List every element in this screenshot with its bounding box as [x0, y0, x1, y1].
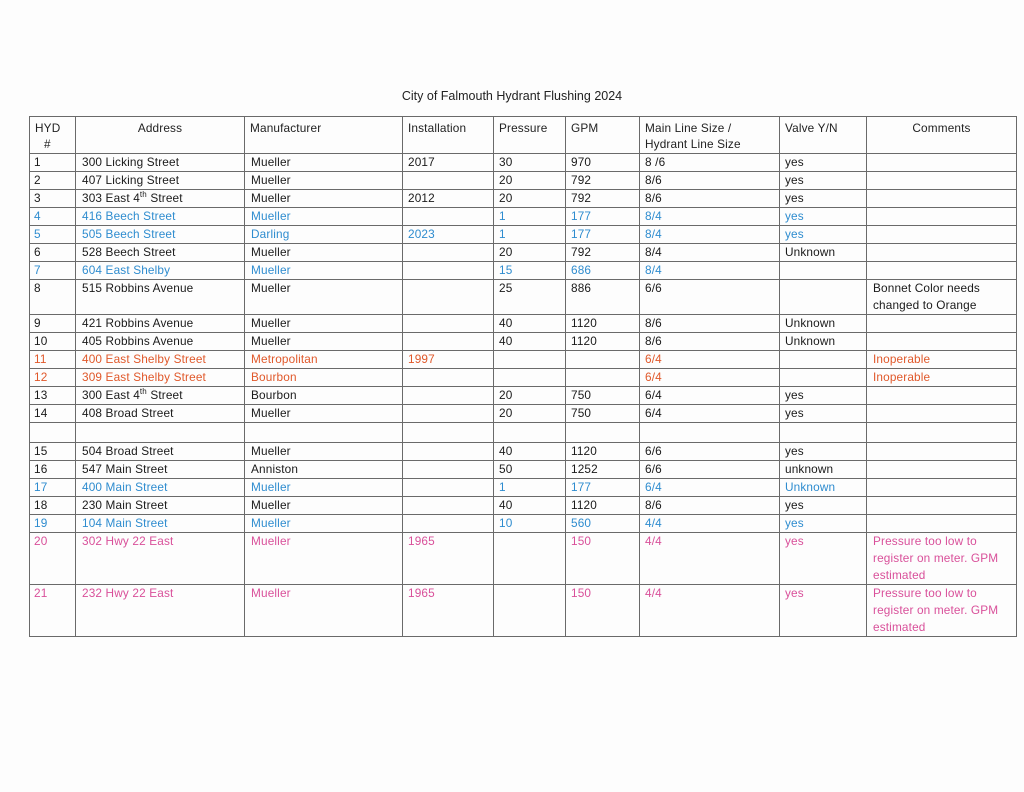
installation-year-cell — [403, 315, 494, 333]
table-row — [30, 479, 1017, 497]
address-cell: 400 Main Street — [76, 479, 245, 497]
valve-status-cell: Unknown — [780, 333, 867, 351]
comments-cell: Pressure too low to register on meter. GPM estimated — [867, 533, 1017, 585]
line-size-cell: 8/4 — [640, 244, 780, 262]
pressure-cell: 20 — [494, 387, 566, 405]
table-row — [30, 351, 1017, 369]
address-cell: 309 East Shelby Street — [76, 369, 245, 387]
manufacturer-cell: Mueller — [245, 244, 403, 262]
manufacturer-cell: Mueller — [245, 172, 403, 190]
installation-year-cell: 2017 — [403, 154, 494, 172]
pressure-cell: 50 — [494, 461, 566, 479]
line-size-cell: 8/4 — [640, 208, 780, 226]
address-cell: 405 Robbins Avenue — [76, 333, 245, 351]
gpm-cell: 792 — [566, 190, 640, 208]
blank-cell — [494, 423, 566, 443]
valve-status-cell: Unknown — [780, 315, 867, 333]
valve-status-cell: yes — [780, 515, 867, 533]
gpm-cell: 686 — [566, 262, 640, 280]
table-row — [30, 387, 1017, 405]
hyd-number-cell: 21 — [30, 585, 76, 637]
comments-cell — [867, 315, 1017, 333]
valve-status-cell: Unknown — [780, 244, 867, 262]
pressure-cell — [494, 533, 566, 585]
installation-year-cell: 1965 — [403, 533, 494, 585]
comments-cell — [867, 461, 1017, 479]
pressure-cell: 20 — [494, 244, 566, 262]
gpm-cell: 150 — [566, 585, 640, 637]
valve-status-cell: Unknown — [780, 479, 867, 497]
line-size-cell: 8/6 — [640, 497, 780, 515]
table-row — [30, 154, 1017, 172]
installation-year-cell: 2012 — [403, 190, 494, 208]
gpm-cell: 150 — [566, 533, 640, 585]
valve-status-cell: yes — [780, 533, 867, 585]
line-size-cell: 8/6 — [640, 172, 780, 190]
table-row — [30, 208, 1017, 226]
line-size-cell: 4/4 — [640, 533, 780, 585]
manufacturer-cell: Mueller — [245, 443, 403, 461]
installation-year-cell — [403, 280, 494, 315]
gpm-cell: 560 — [566, 515, 640, 533]
header-main-line: Main Line Size / Hydrant Line Size — [640, 117, 780, 154]
pressure-cell: 40 — [494, 333, 566, 351]
hyd-number-cell: 11 — [30, 351, 76, 369]
manufacturer-cell: Mueller — [245, 497, 403, 515]
installation-year-cell: 1997 — [403, 351, 494, 369]
line-size-cell: 4/4 — [640, 515, 780, 533]
comments-cell — [867, 262, 1017, 280]
pressure-cell: 1 — [494, 226, 566, 244]
pressure-cell — [494, 369, 566, 387]
installation-year-cell — [403, 461, 494, 479]
valve-status-cell: yes — [780, 172, 867, 190]
table-row — [30, 280, 1017, 315]
installation-year-cell — [403, 479, 494, 497]
line-size-cell: 6/6 — [640, 443, 780, 461]
table-row — [30, 443, 1017, 461]
hyd-number-cell: 18 — [30, 497, 76, 515]
gpm-cell: 1252 — [566, 461, 640, 479]
comments-cell — [867, 515, 1017, 533]
gpm-cell: 750 — [566, 405, 640, 423]
pressure-cell: 10 — [494, 515, 566, 533]
line-size-cell: 8/6 — [640, 190, 780, 208]
hyd-number-cell: 12 — [30, 369, 76, 387]
installation-year-cell — [403, 515, 494, 533]
table-row — [30, 333, 1017, 351]
pressure-cell: 40 — [494, 443, 566, 461]
manufacturer-cell: Mueller — [245, 190, 403, 208]
line-size-cell: 6/6 — [640, 461, 780, 479]
line-size-cell: 6/4 — [640, 479, 780, 497]
address-cell: 407 Licking Street — [76, 172, 245, 190]
manufacturer-cell: Mueller — [245, 585, 403, 637]
installation-year-cell — [403, 443, 494, 461]
hyd-number-cell: 1 — [30, 154, 76, 172]
installation-year-cell: 2023 — [403, 226, 494, 244]
blank-cell — [30, 423, 76, 443]
manufacturer-cell: Anniston — [245, 461, 403, 479]
manufacturer-cell: Mueller — [245, 333, 403, 351]
comments-cell — [867, 497, 1017, 515]
valve-status-cell: yes — [780, 190, 867, 208]
line-size-cell: 8/6 — [640, 315, 780, 333]
installation-year-cell — [403, 333, 494, 351]
hyd-number-cell: 7 — [30, 262, 76, 280]
address-cell: 416 Beech Street — [76, 208, 245, 226]
comments-cell — [867, 405, 1017, 423]
header-hyd: HYD # — [30, 117, 76, 154]
line-size-cell: 6/4 — [640, 369, 780, 387]
address-cell: 408 Broad Street — [76, 405, 245, 423]
table-row — [30, 262, 1017, 280]
gpm-cell: 750 — [566, 387, 640, 405]
manufacturer-cell: Mueller — [245, 479, 403, 497]
line-size-cell: 8/4 — [640, 226, 780, 244]
manufacturer-cell: Mueller — [245, 315, 403, 333]
table-row — [30, 244, 1017, 262]
hyd-number-cell: 5 — [30, 226, 76, 244]
pressure-cell: 20 — [494, 190, 566, 208]
valve-status-cell — [780, 280, 867, 315]
gpm-cell: 177 — [566, 226, 640, 244]
line-size-cell: 6/4 — [640, 387, 780, 405]
address-cell: 230 Main Street — [76, 497, 245, 515]
comments-cell — [867, 387, 1017, 405]
table-row — [30, 226, 1017, 244]
table-row — [30, 405, 1017, 423]
header-valve: Valve Y/N — [780, 117, 867, 154]
hydrant-table — [29, 116, 1017, 637]
valve-status-cell: yes — [780, 443, 867, 461]
valve-status-cell — [780, 351, 867, 369]
gpm-cell: 1120 — [566, 497, 640, 515]
pressure-cell: 20 — [494, 405, 566, 423]
pressure-cell: 1 — [494, 208, 566, 226]
manufacturer-cell: Bourbon — [245, 387, 403, 405]
pressure-cell: 30 — [494, 154, 566, 172]
gpm-cell — [566, 351, 640, 369]
hyd-number-cell: 13 — [30, 387, 76, 405]
table-row — [30, 515, 1017, 533]
manufacturer-cell: Mueller — [245, 533, 403, 585]
gpm-cell: 792 — [566, 172, 640, 190]
installation-year-cell — [403, 369, 494, 387]
pressure-cell: 40 — [494, 315, 566, 333]
installation-year-cell — [403, 262, 494, 280]
pressure-cell: 40 — [494, 497, 566, 515]
blank-cell — [640, 423, 780, 443]
gpm-cell: 792 — [566, 244, 640, 262]
hyd-number-cell: 20 — [30, 533, 76, 585]
comments-cell — [867, 333, 1017, 351]
line-size-cell: 6/6 — [640, 280, 780, 315]
valve-status-cell: yes — [780, 585, 867, 637]
manufacturer-cell: Mueller — [245, 405, 403, 423]
hyd-number-cell: 6 — [30, 244, 76, 262]
pressure-cell: 25 — [494, 280, 566, 315]
installation-year-cell — [403, 405, 494, 423]
address-cell: 300 East 4th Street — [76, 387, 245, 405]
pressure-cell — [494, 585, 566, 637]
gpm-cell: 177 — [566, 479, 640, 497]
header-row — [30, 117, 1017, 154]
comments-cell: Inoperable — [867, 351, 1017, 369]
gpm-cell: 886 — [566, 280, 640, 315]
hyd-number-cell: 15 — [30, 443, 76, 461]
gpm-cell: 970 — [566, 154, 640, 172]
manufacturer-cell: Mueller — [245, 262, 403, 280]
comments-cell — [867, 479, 1017, 497]
line-size-cell: 4/4 — [640, 585, 780, 637]
address-cell: 232 Hwy 22 East — [76, 585, 245, 637]
comments-cell — [867, 443, 1017, 461]
address-cell: 303 East 4th Street — [76, 190, 245, 208]
pressure-cell — [494, 351, 566, 369]
address-cell: 300 Licking Street — [76, 154, 245, 172]
pressure-cell: 15 — [494, 262, 566, 280]
header-comments: Comments — [867, 117, 1017, 154]
line-size-cell: 8/4 — [640, 262, 780, 280]
header-address: Address — [76, 117, 245, 154]
hyd-number-cell: 2 — [30, 172, 76, 190]
valve-status-cell: yes — [780, 405, 867, 423]
hyd-number-cell: 8 — [30, 280, 76, 315]
gpm-cell: 1120 — [566, 333, 640, 351]
comments-cell — [867, 190, 1017, 208]
blank-cell — [403, 423, 494, 443]
comments-cell: Inoperable — [867, 369, 1017, 387]
address-cell: 302 Hwy 22 East — [76, 533, 245, 585]
address-cell: 104 Main Street — [76, 515, 245, 533]
address-cell: 547 Main Street — [76, 461, 245, 479]
gpm-cell: 1120 — [566, 315, 640, 333]
header-installation: Installation — [403, 117, 494, 154]
comments-cell: Bonnet Color needs changed to Orange — [867, 280, 1017, 315]
manufacturer-cell: Mueller — [245, 280, 403, 315]
hyd-number-cell: 16 — [30, 461, 76, 479]
address-cell: 504 Broad Street — [76, 443, 245, 461]
pressure-cell: 1 — [494, 479, 566, 497]
comments-cell — [867, 208, 1017, 226]
address-cell: 528 Beech Street — [76, 244, 245, 262]
table-row — [30, 497, 1017, 515]
address-cell: 505 Beech Street — [76, 226, 245, 244]
table-row — [30, 533, 1017, 585]
manufacturer-cell: Mueller — [245, 154, 403, 172]
valve-status-cell: yes — [780, 154, 867, 172]
installation-year-cell — [403, 387, 494, 405]
hyd-number-cell: 10 — [30, 333, 76, 351]
valve-status-cell: yes — [780, 226, 867, 244]
comments-cell — [867, 244, 1017, 262]
table-row — [30, 461, 1017, 479]
hyd-number-cell: 4 — [30, 208, 76, 226]
address-cell: 604 East Shelby — [76, 262, 245, 280]
table-row — [30, 315, 1017, 333]
manufacturer-cell: Mueller — [245, 208, 403, 226]
line-size-cell: 8 /6 — [640, 154, 780, 172]
manufacturer-cell: Darling — [245, 226, 403, 244]
blank-cell — [867, 423, 1017, 443]
table-row — [30, 190, 1017, 208]
hyd-number-cell: 3 — [30, 190, 76, 208]
installation-year-cell: 1965 — [403, 585, 494, 637]
comments-cell: Pressure too low to register on meter. GPM estimated — [867, 585, 1017, 637]
line-size-cell: 6/4 — [640, 351, 780, 369]
pressure-cell: 20 — [494, 172, 566, 190]
address-cell: 421 Robbins Avenue — [76, 315, 245, 333]
installation-year-cell — [403, 497, 494, 515]
manufacturer-cell: Bourbon — [245, 369, 403, 387]
valve-status-cell: yes — [780, 497, 867, 515]
header-manufacturer: Manufacturer — [245, 117, 403, 154]
blank-cell — [76, 423, 245, 443]
installation-year-cell — [403, 208, 494, 226]
table-row — [30, 172, 1017, 190]
comments-cell — [867, 226, 1017, 244]
document-title: City of Falmouth Hydrant Flushing 2024 — [401, 89, 623, 103]
gpm-cell: 177 — [566, 208, 640, 226]
valve-status-cell: yes — [780, 387, 867, 405]
manufacturer-cell: Mueller — [245, 515, 403, 533]
table-row — [30, 585, 1017, 637]
address-cell: 515 Robbins Avenue — [76, 280, 245, 315]
header-pressure: Pressure — [494, 117, 566, 154]
blank-cell — [245, 423, 403, 443]
valve-status-cell: unknown — [780, 461, 867, 479]
comments-cell — [867, 172, 1017, 190]
gpm-cell: 1120 — [566, 443, 640, 461]
manufacturer-cell: Metropolitan — [245, 351, 403, 369]
hyd-number-cell: 14 — [30, 405, 76, 423]
installation-year-cell — [403, 172, 494, 190]
hyd-number-cell: 17 — [30, 479, 76, 497]
blank-cell — [566, 423, 640, 443]
gpm-cell — [566, 369, 640, 387]
blank-cell — [780, 423, 867, 443]
hyd-number-cell: 19 — [30, 515, 76, 533]
table-row-blank — [30, 423, 1017, 443]
comments-cell — [867, 154, 1017, 172]
header-gpm: GPM — [566, 117, 640, 154]
address-cell: 400 East Shelby Street — [76, 351, 245, 369]
valve-status-cell — [780, 369, 867, 387]
line-size-cell: 6/4 — [640, 405, 780, 423]
line-size-cell: 8/6 — [640, 333, 780, 351]
installation-year-cell — [403, 244, 494, 262]
valve-status-cell: yes — [780, 208, 867, 226]
table-row — [30, 369, 1017, 387]
hyd-number-cell: 9 — [30, 315, 76, 333]
valve-status-cell — [780, 262, 867, 280]
